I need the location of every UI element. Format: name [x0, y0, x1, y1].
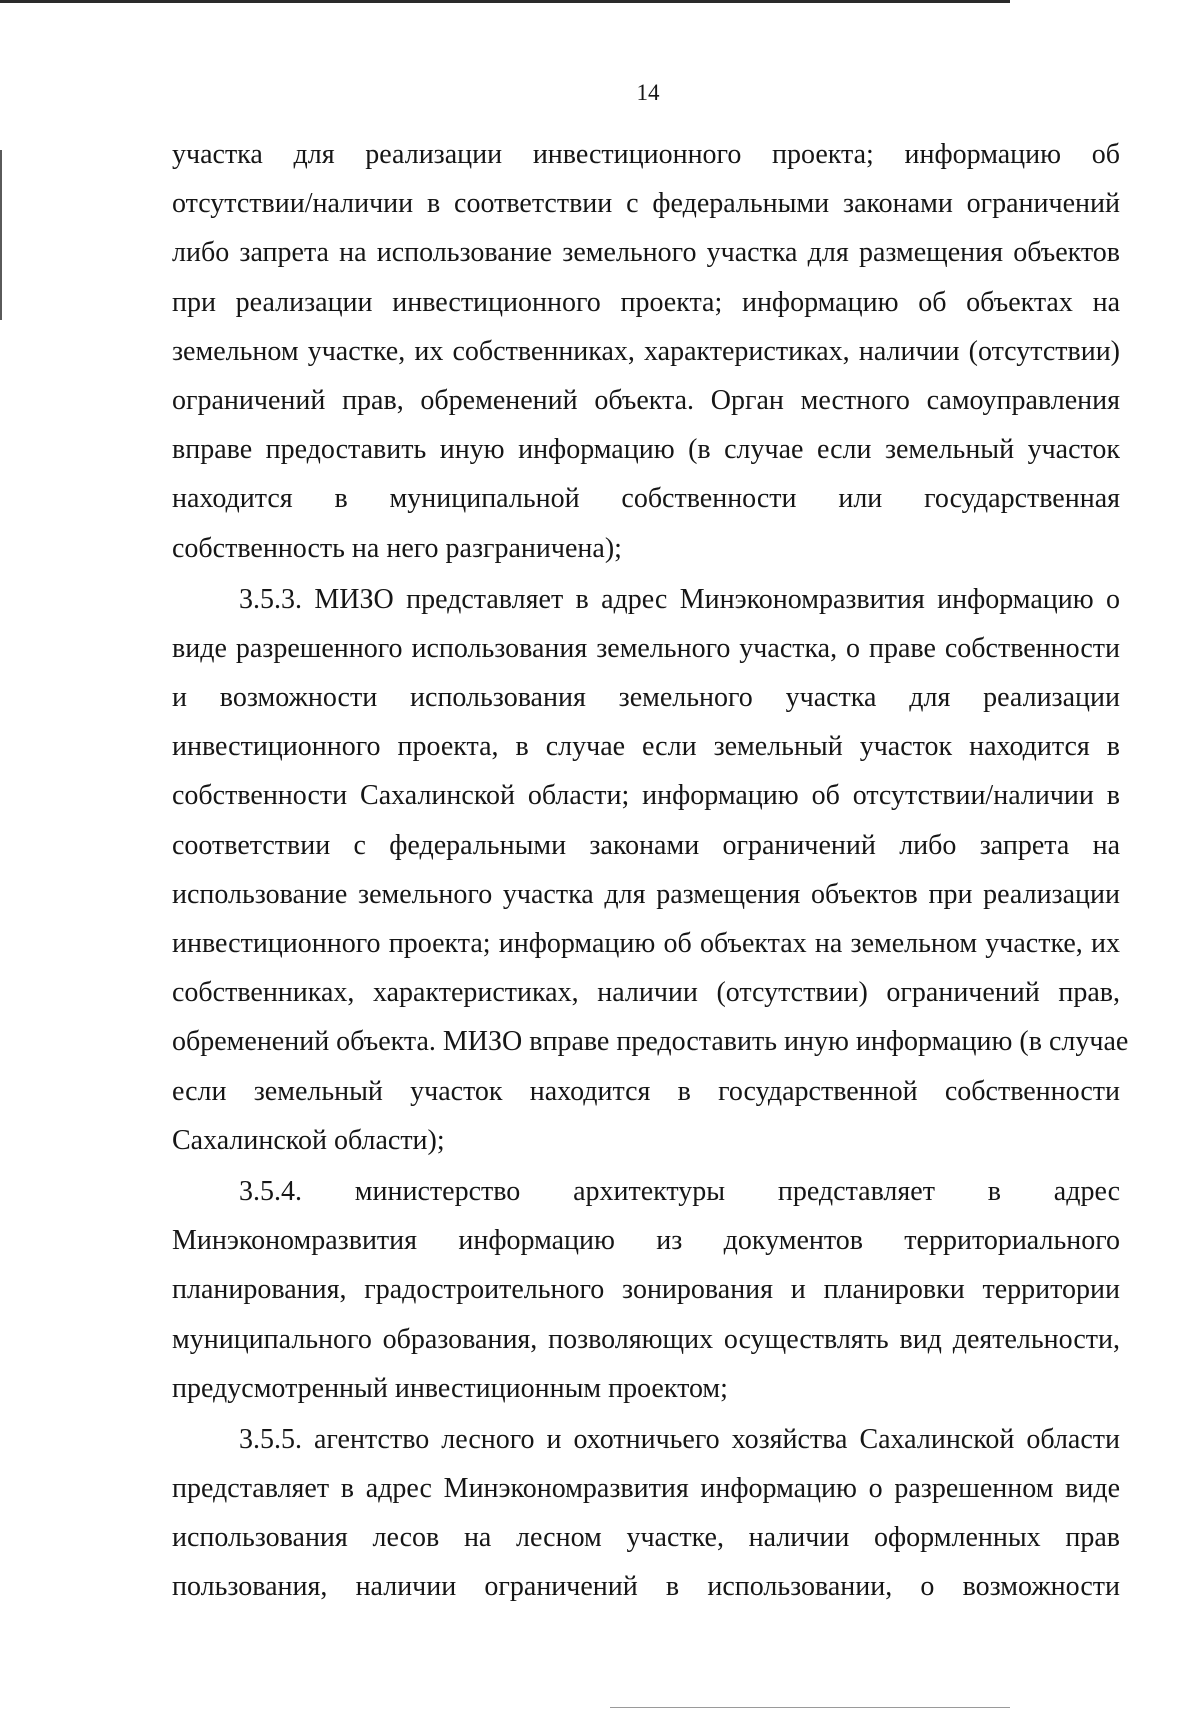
text-line: участка для реализации инвестиционного проекта; информацию об — [172, 139, 1120, 170]
text-line: Сахалинской области); — [172, 1124, 445, 1156]
text-line: если земельный участок находится в государственной собственности — [172, 1075, 1120, 1107]
text-line: вправе предоставить иную информацию (в случае если земельный участок — [172, 434, 1120, 466]
text-line: земельном участке, их собственниках, характеристиках, наличии (отсутствии) — [172, 335, 1120, 367]
text-line: использование земельного участка для размещения объектов при реализации — [172, 878, 1120, 910]
paragraph-3-5-5-first-line: 3.5.5. агентство лесного и охотничьего хозяйства Сахалинской области — [239, 1423, 1120, 1455]
text-line: обременений объекта. МИЗО вправе предоставить иную информацию (в случае — [172, 1026, 1129, 1058]
text-line: находится в муниципальной собственности или государственная — [172, 483, 1120, 515]
text-line: инвестиционного проекта; информацию об объектах на земельном участке, их — [172, 928, 1120, 959]
text-line: соответствии с федеральными законами ограничений либо запрета на — [172, 829, 1120, 861]
text-line: собственниках, характеристиках, наличии (отсутствии) ограничений прав, — [172, 977, 1120, 1009]
text-line: Минэкономразвития информацию из документов территориального — [172, 1225, 1120, 1257]
text-line: предусмотренный инвестиционным проектом; — [172, 1372, 728, 1404]
text-line: отсутствии/наличии в соответствии с федеральными законами ограничений — [172, 188, 1120, 220]
text-line: использования лесов на лесном участке, наличии оформленных прав — [172, 1522, 1120, 1554]
text-line: представляет в адрес Минэкономразвития информацию о разрешенном виде — [172, 1473, 1120, 1505]
text-line: при реализации инвестиционного проекта; информацию об объектах на — [172, 286, 1120, 318]
text-line: виде разрешенного использования земельного участка, о праве собственности — [172, 632, 1120, 664]
text-line: ограничений прав, обременений объекта. Орган местного самоуправления — [172, 384, 1120, 416]
text-line: планирования, градостроительного зонирования и планировки территории — [172, 1274, 1120, 1306]
scan-border-bottom — [610, 1707, 1010, 1708]
text-line: пользования, наличии ограничений в использовании, о возможности — [172, 1571, 1120, 1603]
text-line: и возможности использования земельного участка для реализации — [172, 682, 1120, 714]
text-line: собственность на него разграничена); — [172, 532, 622, 564]
document-body — [172, 130, 1129, 1612]
page-number: 14 — [636, 80, 660, 105]
text-line: инвестиционного проекта, в случае если земельный участок находится в — [172, 731, 1120, 763]
text-line: муниципального образования, позволяющих осуществлять вид деятельности, — [172, 1323, 1120, 1355]
text-line: собственности Сахалинской области; информацию об отсутствии/наличии в — [172, 780, 1120, 812]
text-line: либо запрета на использование земельного участка для размещения объектов — [172, 237, 1120, 269]
scan-border-top — [0, 0, 1010, 3]
paragraph-3-5-4-first-line: 3.5.4. министерство архитектуры представляет в адрес — [239, 1175, 1120, 1207]
paragraph-3-5-3-first-line: 3.5.3. МИЗО представляет в адрес Минэкономразвития информацию о — [239, 583, 1120, 615]
scan-border-left — [0, 150, 2, 320]
